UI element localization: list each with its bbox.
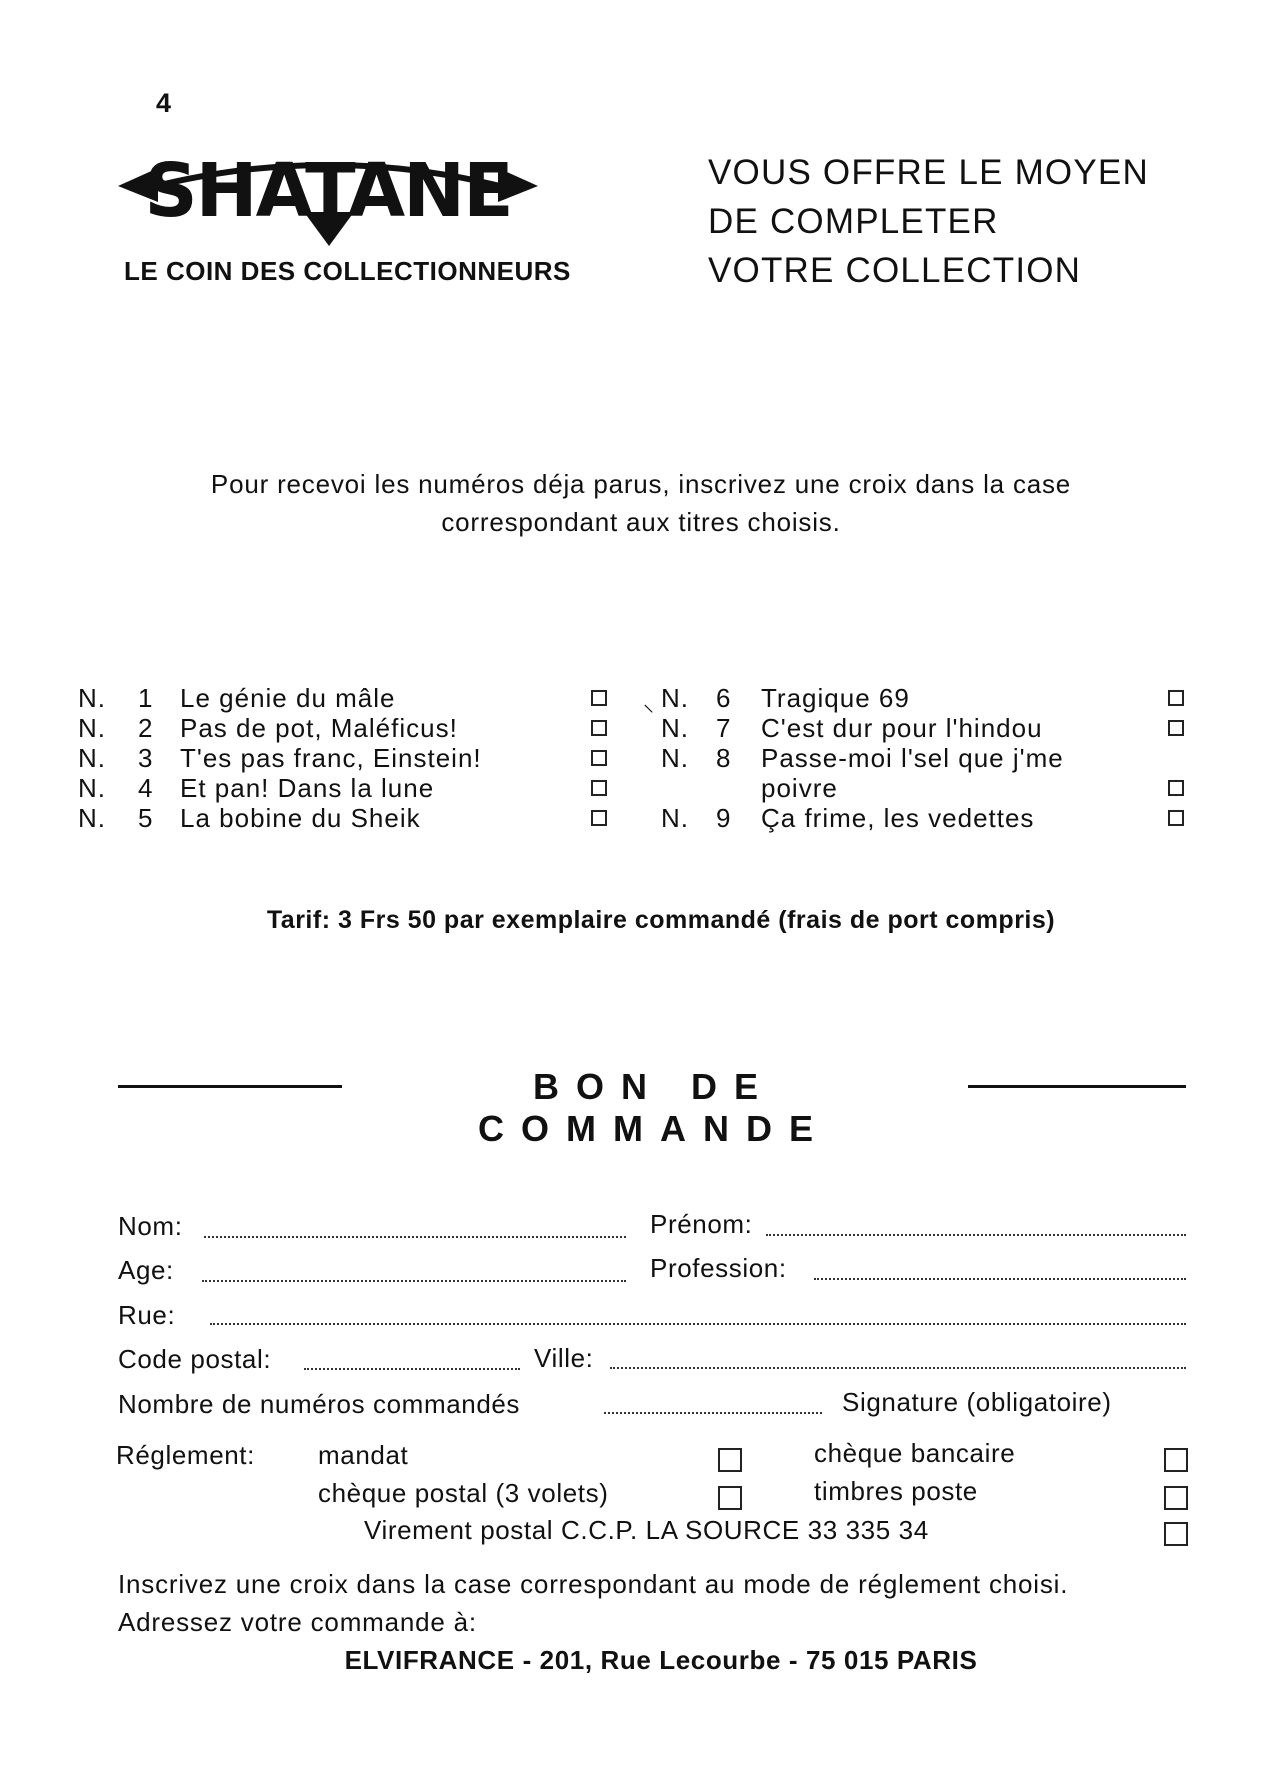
prenom-input[interactable] bbox=[766, 1234, 1186, 1236]
issue-title: T'es pas franc, Einstein! bbox=[180, 743, 482, 773]
address-intro: Adressez votre commande à: bbox=[118, 1607, 477, 1637]
intro-line: correspondant aux titres choisis. bbox=[441, 507, 841, 537]
virement-label: Virement postal C.C.P. LA SOURCE 33 335 34 bbox=[364, 1515, 929, 1545]
issue-title: Pas de pot, Maléficus! bbox=[180, 713, 458, 743]
shatane-logo-icon bbox=[118, 128, 538, 246]
issue-number: 2 bbox=[138, 713, 154, 743]
issue-checkbox-3[interactable] bbox=[591, 750, 607, 766]
signature-label: Signature (obligatoire) bbox=[842, 1387, 1112, 1417]
payment-label: Réglement: bbox=[116, 1440, 255, 1470]
issue-title: C'est dur pour l'hindou bbox=[761, 713, 1043, 743]
page-number: 4 bbox=[156, 88, 172, 118]
issue-checkbox-7[interactable] bbox=[1168, 720, 1184, 736]
check-mark-icon: ⸜ bbox=[643, 691, 655, 716]
section-subtitle: LE COIN DES COLLECTIONNEURS bbox=[124, 256, 571, 286]
offer-heading bbox=[708, 148, 1149, 295]
issue-title: Le génie du mâle bbox=[180, 683, 396, 713]
cheque-postal-checkbox[interactable] bbox=[718, 1486, 742, 1510]
nom-label: Nom: bbox=[118, 1211, 183, 1241]
virement-checkbox[interactable] bbox=[1164, 1522, 1188, 1546]
rue-input[interactable] bbox=[210, 1323, 1186, 1325]
offer-line: VOUS OFFRE LE MOYEN bbox=[708, 153, 1149, 192]
issue-number: 9 bbox=[716, 803, 732, 833]
code-postal-input[interactable] bbox=[304, 1368, 520, 1370]
mandat-checkbox[interactable] bbox=[718, 1448, 742, 1472]
issue-number: 6 bbox=[716, 683, 732, 713]
nombre-label: Nombre de numéros commandés bbox=[118, 1389, 521, 1419]
offer-line: VOTRE COLLECTION bbox=[708, 251, 1082, 290]
issue-checkbox-2[interactable] bbox=[591, 720, 607, 736]
issue-title: Tragique 69 bbox=[761, 683, 910, 713]
issue-prefix: N. bbox=[661, 713, 689, 743]
logo-text: SHATANE bbox=[144, 148, 512, 234]
issue-title: Ça frime, les vedettes bbox=[761, 803, 1035, 833]
issue-checkbox-5[interactable] bbox=[591, 810, 607, 826]
issue-prefix: N. bbox=[78, 743, 106, 773]
issue-checkbox-6[interactable] bbox=[1168, 690, 1184, 706]
issue-prefix: N. bbox=[78, 713, 106, 743]
code-postal-label: Code postal: bbox=[118, 1344, 272, 1374]
issue-prefix: N. bbox=[78, 683, 106, 713]
cheque-postal-label: chèque postal (3 volets) bbox=[318, 1478, 609, 1508]
nombre-input[interactable] bbox=[604, 1412, 822, 1414]
intro-line: Pour recevoi les numéros déja parus, inscrivez une croix dans la case bbox=[210, 469, 1072, 499]
issue-prefix: N. bbox=[661, 803, 689, 833]
age-label: Age: bbox=[118, 1255, 174, 1285]
offer-line: DE COMPLETER bbox=[708, 202, 999, 241]
ville-label: Ville: bbox=[534, 1343, 594, 1373]
profession-label: Profession: bbox=[650, 1253, 787, 1283]
issue-title: La bobine du Sheik bbox=[180, 803, 421, 833]
issue-prefix: N. bbox=[78, 773, 106, 803]
issue-checkbox-1[interactable] bbox=[591, 690, 607, 706]
issue-checkbox-9[interactable] bbox=[1168, 810, 1184, 826]
issue-prefix: N. bbox=[661, 743, 689, 773]
issue-prefix: N. bbox=[78, 803, 106, 833]
issue-checkbox-4[interactable] bbox=[591, 780, 607, 796]
order-form-title: BON DE COMMANDE bbox=[478, 1066, 830, 1149]
shatane-logo bbox=[118, 128, 538, 246]
divider-left bbox=[118, 1085, 342, 1088]
divider-right bbox=[968, 1085, 1186, 1088]
timbres-checkbox[interactable] bbox=[1164, 1486, 1188, 1510]
ville-input[interactable] bbox=[610, 1367, 1186, 1369]
issue-title-continued: poivre bbox=[761, 773, 838, 803]
issue-number: 4 bbox=[138, 773, 154, 803]
issue-number: 7 bbox=[716, 713, 732, 743]
issue-number: 8 bbox=[716, 743, 732, 773]
issue-number: 5 bbox=[138, 803, 154, 833]
issue-number: 3 bbox=[138, 743, 154, 773]
timbres-label: timbres poste bbox=[814, 1476, 978, 1506]
cheque-bancaire-checkbox[interactable] bbox=[1164, 1448, 1188, 1472]
rue-label: Rue: bbox=[118, 1300, 176, 1330]
address: ELVIFRANCE - 201, Rue Lecourbe - 75 015 PARIS bbox=[344, 1645, 978, 1675]
issue-prefix: N. bbox=[661, 683, 689, 713]
issue-number: 1 bbox=[138, 683, 154, 713]
issue-title: Et pan! Dans la lune bbox=[180, 773, 435, 803]
instructions: Inscrivez une croix dans la case correspondant au mode de réglement choisi. bbox=[118, 1569, 1069, 1599]
price-note: Tarif: 3 Frs 50 par exemplaire commandé (frais de port compris) bbox=[266, 906, 1056, 934]
profession-input[interactable] bbox=[814, 1278, 1186, 1280]
prenom-label: Prénom: bbox=[650, 1209, 753, 1239]
cheque-bancaire-label: chèque bancaire bbox=[814, 1438, 1016, 1468]
issue-title: Passe-moi l'sel que j'me bbox=[761, 743, 1064, 773]
mandat-label: mandat bbox=[318, 1440, 409, 1470]
intro-paragraph bbox=[120, 465, 1162, 541]
nom-input[interactable] bbox=[204, 1236, 626, 1238]
issue-checkbox-8[interactable] bbox=[1168, 780, 1184, 796]
age-input[interactable] bbox=[202, 1280, 626, 1282]
